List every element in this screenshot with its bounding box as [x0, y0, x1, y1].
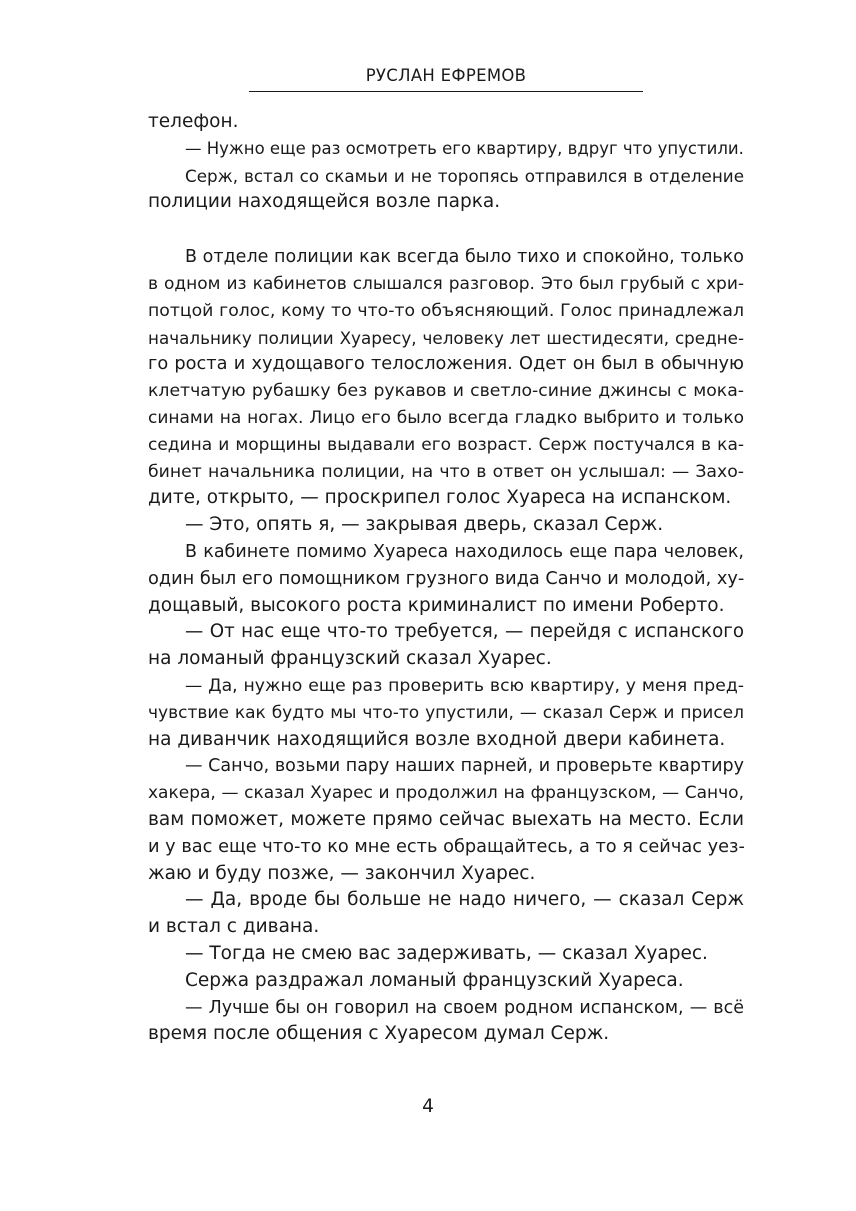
- text-line: го роста и худощавого телосложения. Одет он был в обычную: [148, 354, 744, 375]
- text-line: один был его помощником грузного вида Санчо и молодой, ху-: [148, 568, 745, 589]
- text-line: телефон.: [148, 111, 239, 132]
- text-line: начальнику полиции Хуаресу, человеку лет шестидесяти, средне-: [148, 327, 744, 348]
- text-line: синами на ногах. Лицо его было всегда гладко выбрито и только: [148, 407, 744, 428]
- text-line: — Это, опять я, — закрывая дверь, сказал Серж.: [185, 514, 664, 536]
- text-line: — Да, вроде бы больше не надо ничего, — сказал Серж: [185, 889, 744, 911]
- text-line: полиции находящейся возле парка.: [148, 191, 501, 213]
- text-line: хакера, — сказал Хуарес и продолжил на французском, — Санчо,: [148, 783, 744, 804]
- text-line: дощавый, высокого роста криминалист по имени Роберто.: [148, 594, 725, 616]
- text-line: В кабинете помимо Хуареса находилось еще пара человек,: [185, 541, 744, 562]
- text-line: потцой голос, кому то что-то объясняющий. Голос принадлежал: [148, 300, 744, 321]
- text-line: и встал с дивана.: [148, 916, 320, 938]
- paragraph-gap: [148, 216, 744, 244]
- text-line: и у вас еще что-то ко мне есть обращайтесь, а то я сейчас уез-: [148, 836, 745, 857]
- header-rule: [249, 91, 643, 92]
- text-line: чувствие как будто мы что-то упустили, — сказал Серж и присел: [148, 702, 744, 723]
- running-head-author: РУСЛАН ЕФРЕМОВ: [365, 66, 527, 85]
- text-line: на диванчик находящийся возле входной двери кабинета.: [148, 728, 726, 750]
- page-number: 4: [422, 1096, 434, 1117]
- text-line: дите, открыто, — проскрипел голос Хуареса на испанском.: [148, 487, 732, 509]
- text-line: — Нужно еще раз осмотреть его квартиру, вдруг что упустили.: [185, 138, 744, 158]
- text-line: вам поможет, можете прямо сейчас выехать на место. Если: [148, 808, 744, 830]
- text-line: В отделе полиции как всегда было тихо и спокойно, только: [185, 247, 744, 268]
- text-line: — Санчо, возьми пару наших парней, и проверьте квартиру: [185, 756, 744, 777]
- page-body-text: [148, 109, 744, 1048]
- text-line: седина и морщины выдавали его возраст. Серж постучался в ка-: [148, 434, 744, 455]
- text-line: Серж, встал со скамьи и не торопясь отправился в отделение: [185, 165, 744, 186]
- text-line: — Тогда не смею вас задерживать, — сказал Хуарес.: [185, 942, 708, 964]
- text-line: — От нас еще что-то требуется, — перейдя с испанского: [185, 621, 744, 643]
- text-line: в одном из кабинетов слышался разговор. Это был грубый с хри-: [148, 273, 744, 294]
- text-line: — Лучше бы он говорил на своем родном испанском, — всё: [185, 997, 744, 1018]
- text-line: Сержа раздражал ломаный французский Хуареса.: [185, 969, 684, 991]
- text-line: — Да, нужно еще раз проверить всю квартиру, у меня пред-: [185, 675, 744, 696]
- text-line: время после общения с Хуаресом думал Серж.: [148, 1023, 610, 1045]
- text-line: бинет начальника полиции, на что в ответ он услышал: — Захо-: [148, 461, 744, 482]
- text-line: на ломаный французский сказал Хуарес.: [148, 648, 552, 670]
- text-line: жаю и буду позже, — закончил Хуарес.: [148, 862, 536, 884]
- text-line: клетчатую рубашку без рукавов и светло-синие джинсы с мока-: [148, 381, 744, 402]
